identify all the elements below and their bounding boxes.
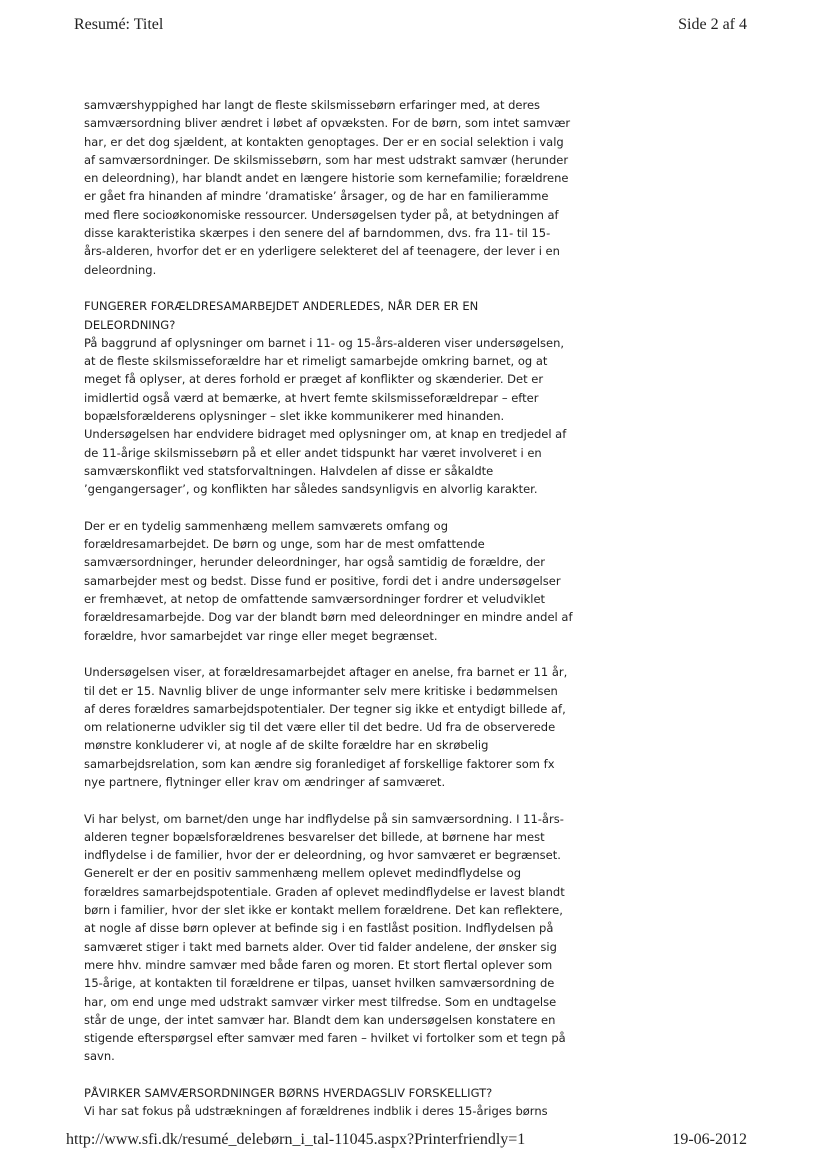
text-line: savn. (84, 1049, 115, 1064)
document-body (84, 96, 584, 1121)
paragraph (84, 1084, 584, 1121)
text-line: samarbejder mest og bedst. Disse fund er positive, fordi det i andre undersøgelser (84, 573, 561, 588)
text-line: 15-årige, at kontakten til forældrene er tilpas, uanset hvilken samværsordning de (84, 976, 555, 991)
text-line: de 11-årige skilsmissebørn på et eller andet tidspunkt har været involveret i en (84, 445, 542, 460)
paragraph-gap (84, 1066, 584, 1084)
paragraph-gap (84, 645, 584, 663)
text-line: mere hhv. mindre samvær med både faren og moren. Et stort flertal oplever som (84, 957, 553, 972)
text-line: samarbejdsrelation, som kan ændre sig foranlediget af forskellige faktorer som fx (84, 756, 555, 771)
text-line: Undersøgelsen har endvidere bidraget med oplysninger om, at knap en tredjedel af (84, 427, 567, 442)
paragraph-gap (84, 279, 584, 297)
text-line: samværsordninger, herunder deleordninger, har også samtidig de forældre, der (84, 555, 545, 570)
text-line: alderen tegner bopælsforældrenes besvarelser det billede, at børnene har mest (84, 829, 545, 844)
text-line: forældresamarbejdet. De børn og unge, som har de mest omfattende (84, 537, 485, 552)
text-line: Der er en tydelig sammenhæng mellem samværets omfang og (84, 518, 449, 533)
text-line: ’gengangersager’, og konflikten har således sandsynligvis en alvorlig karakter. (84, 482, 538, 497)
text-line: Generelt er der en positiv sammenhæng mellem oplevet medindflydelse og (84, 866, 522, 881)
footer-url: http://www.sfi.dk/resumé_delebørn_i_tal-11045.aspx?Printerfriendly=1 (66, 1131, 526, 1148)
text-line: er fremhævet, at netop de omfattende samværsordninger fordrer et veludviklet (84, 592, 546, 607)
text-line: bopælsforælderens oplysninger – slet ikke kommunikerer med hinanden. (84, 409, 505, 424)
text-line: disse karakteristika skærpes i den senere del af barndommen, dvs. fra 11- til 15- (84, 226, 551, 241)
text-line: børn i familier, hvor der slet ikke er kontakt mellem forældrene. Det kan reflektere, (84, 903, 563, 918)
paragraph (84, 663, 584, 791)
text-line: indflydelse i de familier, hvor der er deleordning, og hvor samværet er begrænset. (84, 848, 561, 863)
text-line: Undersøgelsen viser, at forældresamarbejdet aftager en anelse, fra barnet er 11 år, (84, 665, 568, 680)
paragraph (84, 297, 584, 498)
text-line: stigende efterspørgsel efter samvær med faren – hvilket vi fortolker som et tegn på (84, 1031, 566, 1046)
paragraph (84, 517, 584, 645)
text-line: forældres samarbejdspotentiale. Graden af oplevet medindflydelse er lavest blandt (84, 884, 565, 899)
text-line: års-alderen, hvorfor det er en yderligere selekteret del af teenagere, der lever i en (84, 244, 560, 259)
text-line: har, om end unge med udstrakt samvær virker mest tilfredse. Som en undtagelse (84, 994, 557, 1009)
text-line: en deleordning), har blandt andet en længere historie som kernefamilie; forældrene (84, 171, 569, 186)
text-line: nye partnere, flytninger eller krav om ændringer af samværet. (84, 774, 446, 789)
text-line: samværet stiger i takt med barnets alder. Over tid falder andelene, der ønsker sig (84, 939, 557, 954)
text-line: om relationerne udvikler sig til det være eller til det bedre. Ud fra de observerede (84, 720, 556, 735)
paragraph-gap (84, 791, 584, 809)
paragraph-gap (84, 499, 584, 517)
text-line: mønstre konkluderer vi, at nogle af de skilte forældre har en skrøbelig (84, 738, 489, 753)
text-line: står de unge, der intet samvær har. Blandt dem kan undersøgelsen konstatere en (84, 1012, 556, 1027)
text-line: forældre, hvor samarbejdet var ringe eller meget begrænset. (84, 628, 438, 643)
text-line: af deres forældres samarbejdspotentialer. Der tegner sig ikke et entydigt billede af, (84, 701, 566, 716)
text-line: FUNGERER FORÆLDRESAMARBEJDET ANDERLEDES, NÅR DER ER EN (84, 299, 479, 314)
text-line: DELEORDNING? (84, 317, 176, 332)
text-line: med flere socioøkonomiske ressourcer. Undersøgelsen tyder på, at betydningen af (84, 207, 559, 222)
text-line: samværskonflikt ved statsforvaltningen. Halvdelen af disse er såkaldte (84, 463, 494, 478)
text-line: Vi har sat fokus på udstrækningen af forældrenes indblik i deres 15-åriges børns (84, 1104, 548, 1119)
text-line: til det er 15. Navnlig bliver de unge informanter selv mere kritiske i bedømmelsen (84, 683, 558, 698)
page-header-title: Resumé: Titel (74, 16, 164, 33)
text-line: imidlertid også værd at bemærke, at hvert femte skilsmisseforældrepar – efter (84, 390, 539, 405)
text-line: har, er det dog sjældent, at kontakten genoptages. Der er en social selektion i valg (84, 134, 564, 149)
text-line: at de fleste skilsmisseforældre har et rimeligt samarbejde omkring barnet, og at (84, 354, 548, 369)
footer-date: 19-06-2012 (672, 1131, 747, 1148)
paragraph (84, 810, 584, 1066)
text-line: deleordning. (84, 262, 157, 277)
text-line: forældresamarbejde. Dog var der blandt børn med deleordninger en mindre andel af (84, 610, 573, 625)
text-line: Vi har belyst, om barnet/den unge har indflydelse på sin samværsordning. I 11-års- (84, 811, 564, 826)
text-line: at nogle af disse børn oplever at befinde sig i en fastlåst position. Indflydelsen på (84, 921, 554, 936)
text-line: samværsordning bliver ændret i løbet af opvæksten. For de børn, som intet samvær (84, 116, 571, 131)
paragraph (84, 96, 584, 279)
text-line: På baggrund af oplysninger om barnet i 11- og 15-års-alderen viser undersøgelsen, (84, 335, 565, 350)
text-line: PÅVIRKER SAMVÆRSORDNINGER BØRNS HVERDAGSLIV FORSKELLIGT? (84, 1086, 493, 1101)
text-line: er gået fra hinanden af mindre ’dramatiske’ årsager, og de har en familieramme (84, 189, 549, 204)
text-line: meget få oplyser, at deres forhold er præget af konflikter og skænderier. Det er (84, 372, 544, 387)
text-line: af samværsordninger. De skilsmissebørn, som har mest udstrakt samvær (herunder (84, 152, 569, 167)
page-number: Side 2 af 4 (678, 16, 747, 33)
text-line: samværshyppighed har langt de fleste skilsmissebørn erfaringer med, at deres (84, 98, 541, 112)
